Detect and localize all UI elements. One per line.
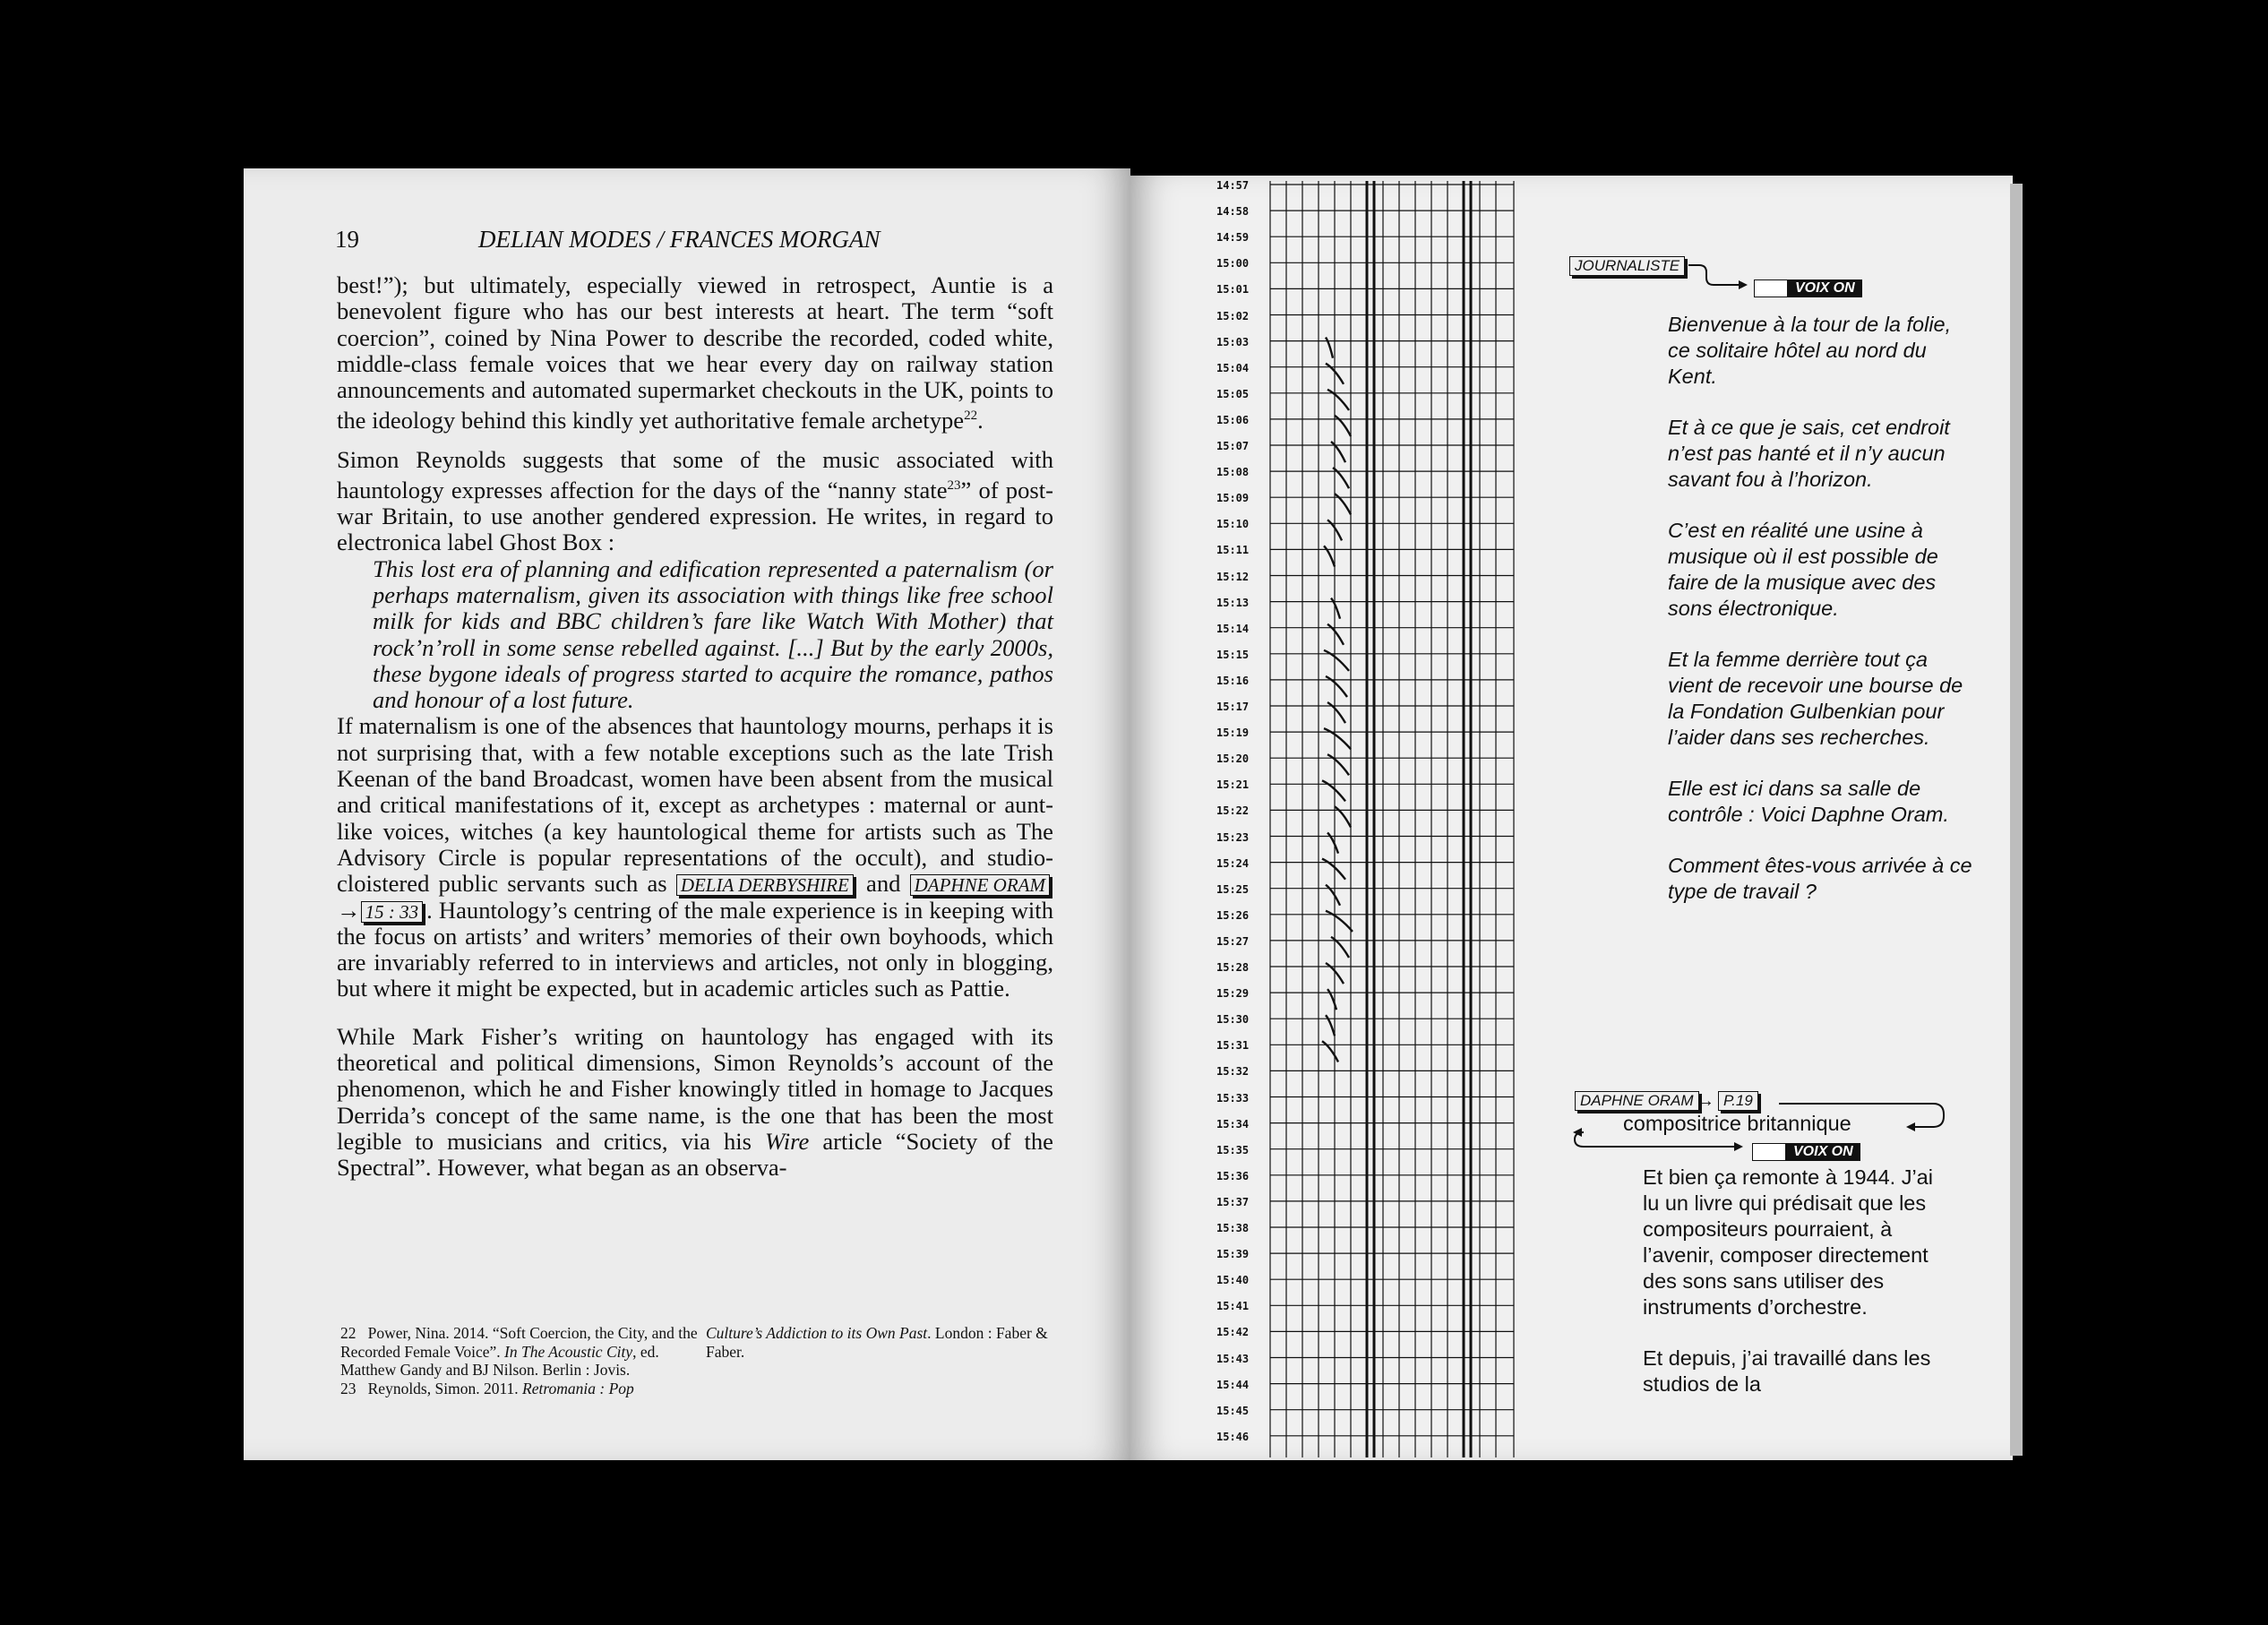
tag-delia-derbyshire[interactable]: DELIA DERBYSHIRE: [676, 874, 854, 896]
timestamp: 15:25: [1216, 882, 1250, 896]
footnote-column-2: Culture’s Addiction to its Own Past. London : Faber & Faber.: [706, 1324, 1048, 1361]
tag-timestamp[interactable]: 15 : 33: [361, 901, 424, 923]
timestamp: 15:13: [1216, 596, 1250, 609]
timestamp: 15:46: [1216, 1430, 1250, 1443]
timestamp: 15:34: [1216, 1117, 1250, 1131]
timestamp: 15:11: [1216, 544, 1250, 557]
dialogue-line: Elle est ici dans sa salle de contrôle : Voici Daphne Oram.: [1668, 777, 1949, 826]
dialogue-line: Et à ce que je sais, cet endroit n’est pas hanté et il n’y aucun savant fou à l’horizon.: [1668, 416, 1950, 491]
timestamp: 15:20: [1216, 752, 1250, 766]
timestamp: 15:33: [1216, 1091, 1250, 1105]
page-stack-edge: [2010, 184, 2023, 1456]
timestamp: 15:01: [1216, 283, 1250, 297]
voix-on-badge-2: VOIX ON: [1752, 1143, 1860, 1161]
timestamp: 15:10: [1216, 518, 1250, 531]
timestamp: 14:59: [1216, 231, 1250, 245]
dialogue-line: Bienvenue à la tour de la folie, ce solitaire hôtel au nord du Kent.: [1668, 313, 1952, 388]
footnote-column-1: [340, 1324, 699, 1397]
timestamp: 15:04: [1216, 361, 1250, 374]
timestamp: 15:22: [1216, 804, 1250, 818]
composer-descriptor: compositrice britannique: [1623, 1112, 1851, 1135]
journaliste-label[interactable]: JOURNALISTE: [1569, 256, 1685, 276]
page-ref-label[interactable]: P.19: [1718, 1091, 1758, 1111]
timestamp: 15:32: [1216, 1065, 1250, 1079]
timestamp: 15:43: [1216, 1352, 1250, 1365]
timestamp: 15:37: [1216, 1195, 1250, 1208]
timestamp: 15:30: [1216, 1013, 1250, 1027]
footnote-23: 23 Reynolds, Simon. 2011. Retromania : Pop: [340, 1379, 634, 1397]
timestamp: 15:07: [1216, 440, 1250, 452]
timestamp: 15:21: [1216, 778, 1250, 792]
paragraph-1: best!”); but ultimately, especially viewed in retrospect, Auntie is a benevolent figure who has our best interests at heart. The term “soft coercion”, coined by Nina Power to describe the recorded, coded white, middle-class female voices that we hear every day on railway station announcements and automated supermarket checkouts in the UK, points to the ideology behind this kindly yet authoritative female archetype$^{22}$.: [337, 271, 1053, 434]
timestamp: 14:57: [1216, 179, 1250, 192]
tag-daphne-oram[interactable]: DAPHNE ORAM: [910, 874, 1050, 896]
body-text: [337, 272, 1053, 1182]
timestamp: 15:40: [1216, 1274, 1250, 1287]
timestamp: 15:05: [1216, 387, 1250, 400]
dialogue-line: Et la femme derrière tout ça vient de recevoir une bourse de la Fondation Gulbenkian pour l’aider dans ses recherches.: [1668, 648, 1963, 749]
timestamp: 15:44: [1216, 1378, 1250, 1391]
arrow-icon: →: [337, 896, 361, 924]
block-quote: This lost era of planning and edification represented a paternalism (or perhaps maternalism, given its association with things like free school milk for kids and BBC children’s fare like Watch With Mother) that rock’n’roll in some sense rebelled against. [...] But by the early 2000s, these bygone ideals of progress started to acquire the romance, pathos and honour of a lost future.: [373, 555, 1053, 714]
answer-line: Et bien ça remonte à 1944. J’ai lu un livre qui prédisait que les compositeurs pourraient, à l’avenir, composer directement des sons sans utiliser des instruments d’orchestre.: [1643, 1165, 1933, 1319]
timestamp: 15:39: [1216, 1248, 1250, 1261]
paragraph-2: Simon Reynolds suggests that some of the music associated with hauntology expresses affection for the days of the “nanny state$^{23}$” of post-war Britain, to use another gendered expression. He writes, in regard to electronica label Ghost Box :: [337, 445, 1053, 556]
timestamp: 15:12: [1216, 570, 1250, 583]
dialogue-line: Comment êtes-vous arrivée à ce type de travail ?: [1668, 854, 1972, 903]
running-head: DELIAN MODES / FRANCES MORGAN: [478, 226, 881, 253]
timestamp: 15:36: [1216, 1169, 1250, 1182]
timestamp: 15:28: [1216, 961, 1250, 974]
dialogue-line: C’est en réalité une usine à musique où il est possible de faire de la musique avec des sons électronique.: [1668, 519, 1938, 620]
daphne-oram-label[interactable]: DAPHNE ORAM: [1575, 1091, 1699, 1111]
timestamp: 15:16: [1216, 674, 1250, 687]
timestamp: 15:38: [1216, 1222, 1250, 1234]
timestamp: 15:45: [1216, 1404, 1250, 1417]
timestamp: 15:14: [1216, 622, 1250, 635]
timecode-grid: [1191, 181, 1523, 1462]
connector-arrow-icon: [1571, 1123, 1750, 1154]
timestamp: 15:00: [1216, 257, 1250, 271]
timestamp: 14:58: [1216, 205, 1250, 219]
timestamp: 15:29: [1216, 987, 1250, 1001]
timestamp: 15:06: [1216, 413, 1250, 426]
footnote-22: 22 Power, Nina. 2014. “Soft Coercion, the City, and the Recorded Female Voice”. In The Acoustic City, ed. Matthew Gandy and BJ Nilson. Berlin : Jovis.: [340, 1324, 698, 1379]
timestamp: 15:23: [1216, 830, 1250, 844]
timestamp: 15:31: [1216, 1039, 1250, 1053]
timestamp: 15:41: [1216, 1300, 1250, 1313]
timestamp: 15:26: [1216, 908, 1250, 922]
timestamp: 15:03: [1216, 335, 1250, 348]
timestamp: 15:15: [1216, 648, 1250, 661]
arrow-icon: →: [1697, 1091, 1714, 1111]
timestamp: 15:02: [1216, 309, 1250, 322]
journalist-dialogue: [1668, 312, 1972, 930]
timestamp: 15:35: [1216, 1143, 1250, 1156]
timestamp: 15:27: [1216, 934, 1250, 948]
page-number: 19: [335, 226, 359, 253]
paragraph-3: If maternalism is one of the absences that hauntology mourns, perhaps it is not surprising that, with a few notable exceptions such as the late Trish Keenan of the band Broadcast, women have been absent from the musical and critical manifestations of it, except as archetypes : maternal or aunt-like voices, witches (a key hauntological theme for artists such as The Advisory Circle is popular representations of the occult), and studio-cloistered public servants such as DELIA DERBYSHIRE and DAPHNE ORAM→ 15 : 33 . Hauntology’s centring of the male experience is in keeping with the focus on artists’ and writers’ memories of their own boyhoods, which are invariably referred to in interviews and articles, not only in blogging, but where it might be expected, but in academic articles such as Pattie.: [337, 712, 1053, 1002]
timestamp: 15:17: [1216, 701, 1250, 713]
timestamp: 15:24: [1216, 856, 1250, 870]
answer-line: Et depuis, j’ai travaillé dans les studios de la: [1643, 1346, 1931, 1396]
connector-arrow-icon: [1688, 260, 1751, 290]
timestamp: 15:19: [1216, 727, 1250, 740]
timestamp: 15:08: [1216, 466, 1250, 479]
timestamp: 15:42: [1216, 1326, 1250, 1339]
daphne-answer: [1643, 1165, 1938, 1423]
voix-on-badge: VOIX ON: [1754, 279, 1862, 297]
paragraph-4: While Mark Fisher’s writing on hauntology has engaged with its theoretical and political dimensions, Simon Reynolds’s account of the phenomenon, which he and Fisher knowingly titled in homage to Jacques Derrida’s concept of the same name, is the one that has been the most legible to musicians and critics, via his Wire article “Society of the Spectral”. However, what began as an observa-: [337, 1022, 1053, 1182]
timestamp: 15:09: [1216, 492, 1250, 505]
